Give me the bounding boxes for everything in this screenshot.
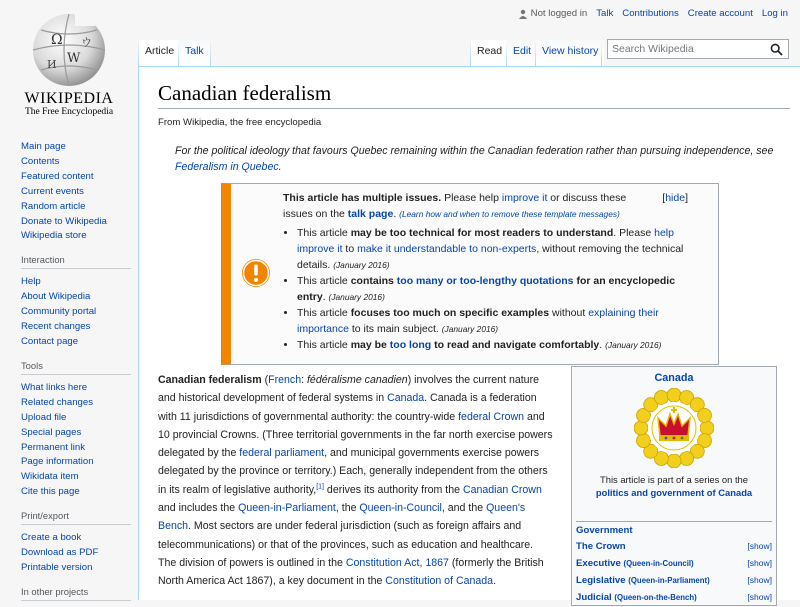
sidebar-link-main-page[interactable]: Main page bbox=[21, 141, 66, 152]
maple-leaf-icon bbox=[654, 391, 668, 405]
explaining-importance-link[interactable]: explaining their importance bbox=[297, 307, 659, 335]
sidebar-item bbox=[21, 396, 138, 411]
talk-link[interactable]: Talk bbox=[596, 8, 614, 19]
sidebar-item bbox=[21, 215, 138, 230]
tab-view-history[interactable]: View history bbox=[536, 40, 604, 66]
infobox-row bbox=[576, 589, 772, 606]
canada-crown-emblem-icon bbox=[634, 388, 714, 468]
sidebar-item bbox=[21, 275, 138, 290]
globe-puzzle-icon bbox=[29, 10, 109, 90]
link-queen-in-parliament[interactable]: Queen-in-Parliament bbox=[238, 502, 336, 515]
sidebar-link-random-article[interactable]: Random article bbox=[21, 200, 86, 212]
issue-item: • This article may be too technical for most readers to understand. Please help improve it to make it understandable to non-experts, without removing the technical details. (January 2016) bbox=[297, 225, 703, 273]
sidebar-item bbox=[21, 200, 138, 215]
sidebar-link-current-events[interactable]: Current events bbox=[21, 185, 84, 197]
infobox bbox=[571, 366, 777, 606]
svg-text:Ω: Ω bbox=[51, 32, 63, 48]
tab-article[interactable]: Article bbox=[139, 40, 180, 66]
sidebar-link-help[interactable]: Help bbox=[21, 276, 41, 288]
sidebar-item bbox=[21, 140, 138, 155]
create-account-link[interactable]: Create account bbox=[687, 8, 753, 19]
hatnote-link-federalism-in-quebec[interactable]: Federalism in Quebec bbox=[175, 161, 279, 173]
not-logged-in: Not logged in bbox=[518, 8, 588, 19]
infobox-row-sub: (Queen-in-Parliament) bbox=[628, 576, 710, 585]
sidebar-item bbox=[21, 546, 138, 561]
warning-icon bbox=[241, 258, 271, 288]
issue-item: • This article contains too many or too-lengthy quotations for an encyclopedic entry. (January 2016) bbox=[297, 273, 703, 305]
sidebar-link-what-links-here[interactable]: What links here bbox=[21, 381, 88, 393]
svg-text:W: W bbox=[67, 51, 81, 66]
sidebar-item bbox=[21, 531, 138, 546]
sidebar-link-community-portal[interactable]: Community portal bbox=[21, 306, 97, 318]
sidebar-item bbox=[21, 290, 138, 305]
infobox-row bbox=[576, 538, 772, 555]
sidebar bbox=[0, 140, 138, 607]
sidebar-link-donate-to-wikipedia[interactable]: Donate to Wikipedia bbox=[21, 215, 107, 227]
sidebar-item bbox=[21, 485, 138, 500]
sidebar-link-related-changes[interactable]: Related changes bbox=[21, 396, 94, 408]
talk-page-link[interactable]: talk page bbox=[347, 208, 394, 220]
maple-leaf-icon bbox=[680, 452, 694, 466]
issue-item: • This article may be too long to read and navigate comfortably. (January 2016) bbox=[297, 337, 703, 353]
sidebar-item bbox=[21, 411, 138, 426]
lead-paragraph: Canadian federalism (French: fédéralisme canadien) involves the current nature and historical development of federal systems in Canada. Canada is a federation with 11 jurisdictions of governmental authority: the country-wide federal Crown and 10 provincial Crowns. (Three territorial governments in the far north exercise powers delegated by the federal parliament, and municipal governments exercise powers delegated by the province or territory.) Each, generally independent from the others in its realm of legislative authority,[1] derives its authority from the Canadian Crown and includes the Queen-in-Parliament, the Queen-in-Council, and the Queen's Bench. Most sectors are under federal jurisdiction (such as foreign affairs and telecommunications) or that of the provinces, such as education and healthcare. The division of powers is outlined in the Constitution Act, 1867 (formerly the British North America Act 1867), a key document in the Constitution of Canada. bbox=[158, 374, 553, 588]
quotations-link[interactable]: too many or too-lengthy quotations bbox=[396, 275, 574, 287]
sidebar-item bbox=[21, 170, 138, 185]
sidebar-item bbox=[21, 335, 138, 350]
sidebar-link-wikidata-item[interactable]: Wikidata item bbox=[21, 471, 79, 483]
search-placeholder: Search Wikipedia bbox=[612, 43, 694, 55]
infobox-row-label[interactable]: Legislative bbox=[576, 575, 626, 586]
sidebar-heading-other-projects: In other projects bbox=[21, 586, 131, 601]
sidebar-interaction bbox=[0, 254, 138, 350]
logo-tagline: The Free Encyclopedia bbox=[24, 107, 114, 117]
infobox-row-sub: (Queen-in-Council) bbox=[623, 559, 694, 568]
infobox-government-section bbox=[576, 521, 772, 606]
content-area bbox=[138, 66, 800, 603]
sidebar-item bbox=[21, 320, 138, 335]
sidebar-item bbox=[21, 305, 138, 320]
sidebar-item bbox=[21, 155, 138, 170]
infobox-row-label[interactable]: Executive bbox=[576, 558, 621, 569]
svg-text:ウ: ウ bbox=[81, 36, 92, 49]
infobox-series: This article is part of a series on the politics and government of Canada bbox=[595, 474, 753, 498]
hide-link[interactable]: hide bbox=[665, 192, 686, 204]
infobox-row-label[interactable]: Judicial bbox=[576, 592, 612, 603]
improve-it-link[interactable]: improve it bbox=[501, 192, 548, 204]
ambox-heading: This article has multiple issues. Please help improve it or discuss these issues on the talk page. (Learn how and when to remove these template messages) bbox=[283, 192, 627, 220]
learn-remove-link[interactable]: (Learn how and when to remove these template messages) bbox=[399, 209, 620, 219]
sidebar-heading-interaction: Interaction bbox=[21, 254, 131, 269]
infobox-row bbox=[576, 555, 772, 572]
maple-leaf-icon bbox=[667, 454, 681, 468]
show-toggle[interactable]: [show] bbox=[747, 592, 772, 602]
link-federal-crown[interactable]: federal Crown bbox=[458, 410, 525, 423]
user-icon bbox=[518, 9, 528, 19]
show-toggle[interactable]: [show] bbox=[747, 575, 772, 585]
sidebar-link-contact-page[interactable]: Contact page bbox=[21, 335, 79, 347]
sidebar-link-page-information[interactable]: Page information bbox=[21, 456, 94, 468]
link-canadian-crown[interactable]: Canadian Crown bbox=[462, 483, 542, 496]
issue-item: • This article focuses too much on specific examples without explaining their importance to its main subject. (January 2016) bbox=[297, 305, 703, 337]
infobox-row bbox=[576, 572, 772, 589]
contributions-link[interactable]: Contributions bbox=[622, 8, 679, 19]
sidebar-link-wikipedia-store[interactable]: Wikipedia store bbox=[21, 230, 87, 242]
sidebar-link-featured-content[interactable]: Featured content bbox=[21, 170, 94, 182]
sidebar-link-special-pages[interactable]: Special pages bbox=[21, 426, 82, 438]
help-improve-link[interactable]: help improve it bbox=[297, 227, 674, 255]
sidebar-navigation bbox=[0, 140, 138, 244]
maple-leaf-icon bbox=[698, 408, 712, 422]
show-toggle[interactable]: [show] bbox=[747, 541, 772, 551]
sidebar-link-printable-version[interactable]: Printable version bbox=[21, 561, 93, 573]
link-constitution-act[interactable]: Constitution Act, 1867 bbox=[345, 556, 449, 569]
link-queen-in-council[interactable]: Queen-in-Council bbox=[359, 502, 442, 515]
infobox-row-sub: (Queen-on-the-Bench) bbox=[614, 593, 697, 602]
sidebar-heading-tools: Tools bbox=[21, 360, 131, 375]
sidebar-item bbox=[21, 381, 138, 396]
maple-leaf-icon bbox=[637, 434, 651, 448]
personal-tools bbox=[518, 8, 788, 19]
make-understandable-link[interactable]: make it understandable to non-experts bbox=[357, 243, 537, 255]
sidebar-print bbox=[0, 510, 138, 576]
tab-separator bbox=[601, 40, 602, 66]
sidebar-item bbox=[21, 455, 138, 470]
link-canada[interactable]: Canada bbox=[387, 392, 425, 405]
hatnote: For the political ideology that favours Quebec remaining within the Canadian federation rather than pursuing independence, see Federalism in Quebec. bbox=[175, 145, 774, 173]
sidebar-other-projects bbox=[0, 586, 138, 601]
sidebar-item bbox=[21, 561, 138, 576]
sidebar-link-download-as-pdf[interactable]: Download as PDF bbox=[21, 547, 99, 559]
sidebar-item bbox=[21, 229, 138, 244]
sidebar-link-permanent-link[interactable]: Permanent link bbox=[21, 441, 85, 453]
politics-government-link[interactable]: politics and government of Canada bbox=[595, 486, 753, 498]
sidebar-item bbox=[21, 426, 138, 441]
multiple-issues-box bbox=[221, 183, 719, 365]
reference-1[interactable]: [1] bbox=[316, 483, 324, 491]
sidebar-item bbox=[21, 185, 138, 200]
show-toggle[interactable]: [show] bbox=[747, 558, 772, 568]
tab-talk[interactable]: Talk bbox=[179, 40, 210, 66]
svg-text:И: И bbox=[47, 58, 57, 71]
infobox-government-heading[interactable]: Government bbox=[576, 525, 633, 536]
sidebar-link-recent-changes[interactable]: Recent changes bbox=[21, 321, 91, 333]
hide-toggle[interactable]: [hide] bbox=[662, 192, 688, 204]
tab-read[interactable]: Read bbox=[471, 40, 508, 66]
log-in-link[interactable]: Log in bbox=[761, 8, 788, 19]
sidebar-link-create-a-book[interactable]: Create a book bbox=[21, 532, 82, 544]
link-federal-parliament[interactable]: federal parliament bbox=[239, 447, 325, 460]
sidebar-link-contents[interactable]: Contents bbox=[21, 155, 60, 167]
search-input[interactable] bbox=[607, 39, 789, 59]
issue-list bbox=[283, 225, 703, 353]
too-long-link[interactable]: too long bbox=[389, 339, 432, 351]
tab-separator bbox=[210, 40, 211, 66]
page-title: Canadian federalism bbox=[158, 81, 790, 109]
sidebar-link-cite-this-page[interactable]: Cite this page bbox=[21, 486, 80, 498]
infobox-row-label[interactable]: The Crown bbox=[576, 541, 626, 552]
sidebar-tools bbox=[0, 360, 138, 500]
link-constitution-of-canada[interactable]: Constitution of Canada bbox=[385, 575, 494, 588]
maple-leaf-icon bbox=[667, 388, 681, 402]
search-icon[interactable] bbox=[770, 43, 783, 56]
sidebar-heading-print: Print/export bbox=[21, 510, 131, 525]
sidebar-link-upload-file[interactable]: Upload file bbox=[21, 411, 67, 423]
sidebar-item bbox=[21, 470, 138, 485]
maple-leaf-icon bbox=[700, 421, 714, 435]
link-french[interactable]: French bbox=[268, 374, 302, 386]
tab-edit[interactable]: Edit bbox=[507, 40, 537, 66]
sidebar-item bbox=[21, 441, 138, 456]
wikipedia-logo[interactable] bbox=[14, 10, 124, 122]
link-queens-bench[interactable]: Queen's Bench bbox=[158, 502, 526, 533]
site-subtitle: From Wikipedia, the free encyclopedia bbox=[158, 117, 322, 128]
sidebar-link-about-wikipedia[interactable]: About Wikipedia bbox=[21, 291, 91, 303]
infobox-title[interactable]: Canada bbox=[654, 372, 694, 384]
logo-wordmark: WIKIPEDIA bbox=[24, 90, 114, 107]
maple-leaf-icon bbox=[634, 421, 648, 435]
